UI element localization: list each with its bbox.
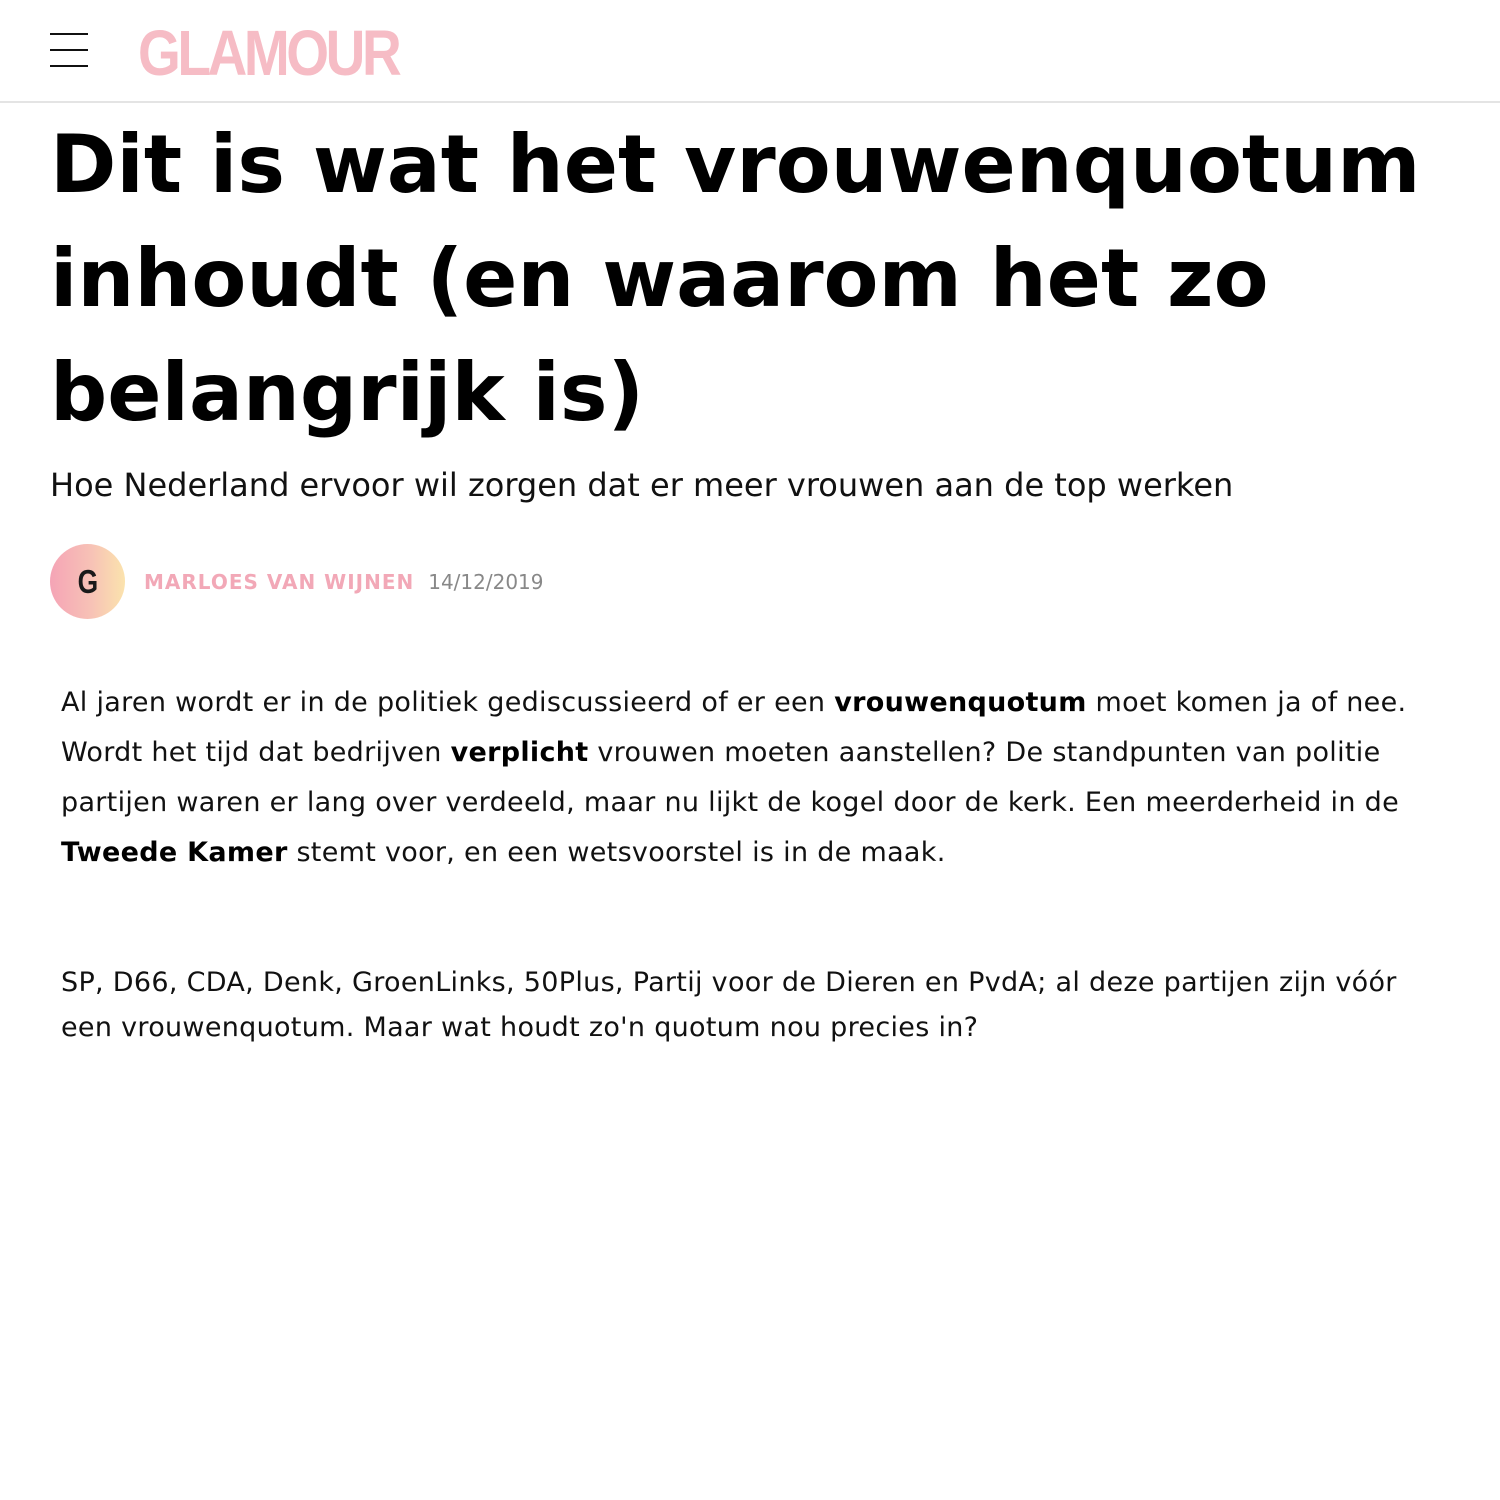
paragraph-text: stemt voor, en een wetsvoorstel is in de maak. — [287, 837, 946, 868]
article-subtitle: Hoe Nederland ervoor wil zorgen dat er meer vrouwen aan de top werken — [50, 466, 1234, 504]
glamour-logo[interactable]: GLAMOUR — [138, 17, 399, 89]
bold-term-vrouwenquotum: vrouwenquotum — [834, 687, 1087, 718]
menu-line — [50, 65, 88, 67]
author-name-link[interactable]: MARLOES VAN WIJNEN — [144, 569, 415, 594]
publish-date: 14/12/2019 — [428, 569, 544, 594]
author-avatar[interactable] — [50, 544, 125, 619]
bold-term-verplicht: verplicht — [450, 737, 589, 768]
article-paragraph-2: SP, D66, CDA, Denk, GroenLinks, 50Plus, Partij voor de Dieren en PvdA; al deze partijen zijn vóór een vrouwenquotum. Maar wat houdt zo'n quotum nou precies in? — [61, 967, 1397, 1043]
menu-line — [50, 49, 88, 51]
article-title: Dit is wat het vrouwenquotum inhoudt (en waarom het zo belangrijk is) — [50, 118, 1421, 439]
paragraph-text: moet komen ja of nee. Wordt het tijd dat bedrijven — [61, 687, 1407, 768]
paragraph-text: Al jaren wordt er in de politiek gediscussieerd of er een — [61, 687, 835, 718]
menu-line — [50, 33, 88, 35]
avatar-letter: G — [77, 562, 98, 600]
site-header — [0, 0, 1500, 103]
bold-term-tweede-kamer: Tweede Kamer — [61, 837, 288, 868]
byline — [50, 544, 544, 619]
paragraph-text: vrouwen moeten aanstellen? De standpunten van politie partijen waren er lang over verdeeld, maar nu lijkt de kogel door de kerk. Een meerderheid in de — [61, 737, 1399, 818]
article-paragraph-1 — [61, 678, 1451, 878]
hamburger-menu-icon[interactable] — [48, 30, 90, 70]
